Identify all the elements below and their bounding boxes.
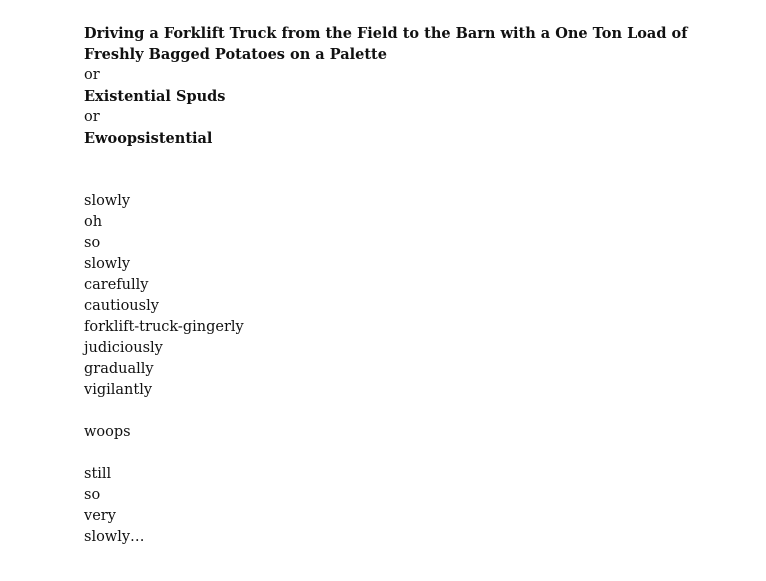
stanza-2	[84, 422, 724, 443]
poem-line: so	[84, 487, 101, 503]
poem-line: carefully	[84, 277, 149, 293]
document-page	[84, 23, 724, 548]
poem-line: so	[84, 235, 101, 251]
blank-space	[84, 149, 724, 191]
poem-line: judiciously	[84, 340, 163, 356]
poem-line: slowly…	[84, 529, 145, 545]
alternate-title-1: Existential Spuds	[84, 88, 226, 105]
stanza-break	[84, 443, 724, 464]
poem-line: forklift-truck-gingerly	[84, 319, 244, 335]
poem-line: slowly	[84, 256, 131, 272]
alternate-title-2: Ewoopsistential	[84, 130, 213, 147]
poem-line: still	[84, 466, 112, 482]
poem-line: cautiously	[84, 298, 159, 314]
stanza-1	[84, 191, 724, 401]
poem-line: very	[84, 508, 116, 524]
stanza-3	[84, 464, 724, 548]
or-separator-2: or	[84, 109, 100, 125]
poem-line: woops	[84, 424, 131, 440]
poem-line: oh	[84, 214, 103, 230]
title-line-2: Freshly Bagged Potatoes on a Palette	[84, 46, 387, 63]
title-line-1: Driving a Forklift Truck from the Field to the Barn with a One Ton Load of	[84, 25, 688, 42]
poem-line: gradually	[84, 361, 154, 377]
poem-line: vigilantly	[84, 382, 153, 398]
or-separator-1: or	[84, 67, 100, 83]
stanza-break	[84, 401, 724, 422]
poem-line: slowly	[84, 193, 131, 209]
